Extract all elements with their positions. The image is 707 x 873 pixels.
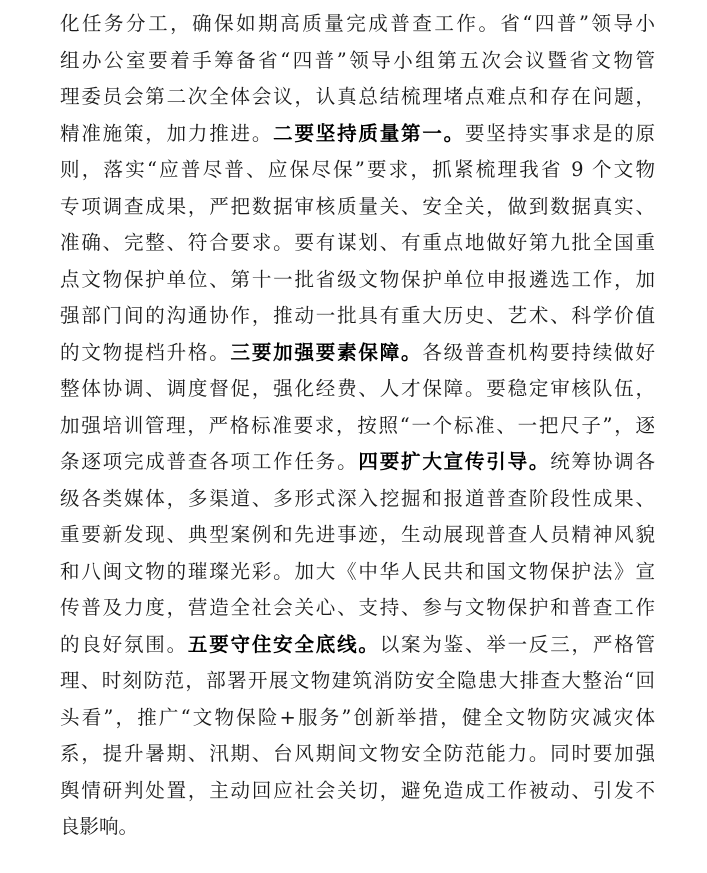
body-text-run: 的良好氛围。: [60, 632, 188, 656]
body-text-run: 理委员会第二次全体会议，认真总结梳理堵点难点和存在问题，: [60, 85, 655, 108]
body-text-run: 精准施策，加力推进。: [60, 121, 274, 145]
text-line: [60, 481, 655, 518]
text-line: [60, 6, 655, 43]
body-text-run: 理、时刻防范，部署开展文物建筑消防安全隐患大排查大整治“回: [60, 669, 655, 692]
body-text-run: 条逐项完成普查各项工作任务。: [60, 450, 359, 473]
body-text-run: 重要新发现、典型案例和先进事迹，生动展现普查人员精神风貌: [60, 523, 655, 546]
body-text-run: 点文物保护单位、第十一批省级文物保护单位申报遴选工作，加: [60, 267, 655, 291]
text-line: [60, 627, 655, 664]
body-text-run: 要坚持实事求是的原: [464, 121, 655, 145]
text-line: [60, 700, 655, 737]
bold-heading-text: 五要守住安全底线。: [187, 632, 380, 656]
body-text-run: 和八闽文物的璀璨光彩。加大《中华人民共和国文物保护法》宣: [60, 559, 655, 583]
body-text: [60, 6, 655, 846]
bold-heading-text: 四要扩大宣传引导。: [358, 450, 551, 473]
body-text-run: 强部门间的沟通协作，推动一批具有重大历史、艺术、科学价值: [60, 304, 655, 327]
body-text-run: 传普及力度，营造全社会关心、支持、参与文物保护和普查工作: [60, 596, 655, 619]
text-line: [60, 43, 655, 80]
text-line: [60, 335, 655, 372]
text-line: [60, 590, 655, 627]
text-line: [60, 225, 655, 262]
body-text-run: 以案为鉴、举一反三，严格管: [379, 632, 655, 656]
body-text-run: 化任务分工，确保如期高质量完成普查工作。省“四普”领导小: [60, 12, 655, 35]
body-text-run: 整体协调、调度督促，强化经费、人才保障。要稳定审核队伍，: [60, 377, 655, 400]
text-line: [60, 444, 655, 481]
text-line: [60, 116, 655, 153]
bold-heading-text: 三要加强要素保障。: [230, 340, 423, 364]
text-line: [60, 773, 655, 810]
text-line: [60, 79, 655, 116]
body-text-run: 头看”，推广“文物保险+服务”创新举措，健全文物防灾减灾体: [60, 705, 655, 729]
body-text-run: 各级普查机构要持续做好: [422, 340, 655, 364]
text-line: [60, 152, 655, 189]
body-text-run: 组办公室要着手筹备省“四普”领导小组第五次会议暨省文物管: [60, 48, 655, 72]
text-line: [60, 517, 655, 554]
text-line: [60, 298, 655, 335]
body-text-run: 的文物提档升格。: [60, 340, 231, 364]
text-line: [60, 663, 655, 700]
text-line: [60, 408, 655, 445]
body-text-run: 加强培训管理，严格标准要求，按照“一个标准、一把尺子”，逐: [60, 413, 655, 437]
text-line: [60, 371, 655, 408]
bold-heading-text: 二要坚持质量第一。: [273, 121, 465, 145]
text-line: [60, 809, 655, 846]
body-text-run: 级各类媒体，多渠道、多形式深入挖掘和报道普查阶段性成果、: [60, 486, 655, 510]
text-line: [60, 554, 655, 591]
body-text-run: 专项调查成果，严把数据审核质量关、安全关，做到数据真实、: [60, 194, 655, 218]
body-text-run: 统筹协调各: [550, 450, 655, 473]
body-text-run: 则，落实“应普尽普、应保尽保”要求，抓紧梳理我省 9 个文物: [60, 158, 655, 181]
body-text-run: 准确、完整、符合要求。要有谋划、有重点地做好第九批全国重: [60, 231, 655, 254]
body-text-run: 系，提升暑期、汛期、台风期间文物安全防范能力。同时要加强: [60, 742, 655, 765]
body-text-run: 舆情研判处置，主动回应社会关切，避免造成工作被动、引发不: [60, 778, 655, 802]
text-line: [60, 262, 655, 299]
body-text-run: 良影响。: [60, 815, 139, 838]
text-line: [60, 736, 655, 773]
text-line: [60, 189, 655, 226]
